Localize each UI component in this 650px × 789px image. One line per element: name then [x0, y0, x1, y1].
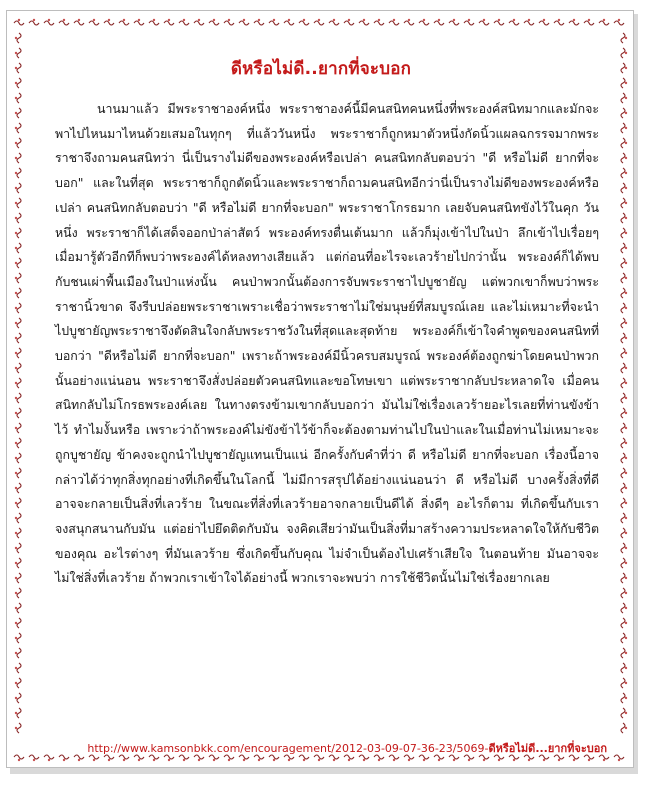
border-leaf-ornament [494, 19, 504, 25]
border-leaf-ornament [434, 19, 444, 25]
border-leaf-ornament [15, 468, 21, 478]
border-leaf-ornament [621, 603, 627, 613]
border-leaf-ornament [359, 19, 369, 25]
border-leaf-ornament [344, 19, 354, 25]
border-leaf-ornament [621, 693, 627, 703]
border-leaf-ornament [621, 393, 627, 403]
border-leaf-ornament [621, 183, 627, 193]
border-leaf-ornament [209, 19, 219, 25]
article-body [55, 97, 599, 591]
border-leaf-ornament [614, 755, 624, 761]
border-leaf-ornament [15, 558, 21, 568]
border-leaf-ornament [621, 153, 627, 163]
border-leaf-ornament [621, 723, 627, 733]
border-leaf-ornament [621, 678, 627, 688]
border-leaf-ornament [621, 213, 627, 223]
border-leaf-ornament [621, 378, 627, 388]
border-leaf-ornament [15, 183, 21, 193]
border-leaf-ornament [15, 333, 21, 343]
border-leaf-ornament [15, 93, 21, 103]
border-leaf-ornament [621, 498, 627, 508]
page-title: ดีหรือไม่ดี..ยากที่จะบอก [230, 59, 412, 79]
border-leaf-ornament [15, 33, 21, 43]
border-leaf-ornament [15, 543, 21, 553]
border-leaf-ornament [621, 423, 627, 433]
border-leaf-ornament [29, 19, 39, 25]
border-leaf-ornament [15, 363, 21, 373]
border-leaf-ornament [621, 108, 627, 118]
document-page [6, 10, 634, 768]
border-leaf-ornament [15, 708, 21, 718]
border-leaf-ornament [329, 19, 339, 25]
border-leaf-ornament [621, 408, 627, 418]
border-leaf-ornament [621, 663, 627, 673]
border-leaf-ornament [74, 755, 84, 761]
border-leaf-ornament [621, 243, 627, 253]
border-leaf-ornament [15, 453, 21, 463]
border-leaf-ornament [374, 19, 384, 25]
border-leaf-ornament [621, 303, 627, 313]
border-leaf-ornament [404, 19, 414, 25]
border-leaf-ornament [15, 303, 21, 313]
border-leaf-ornament [15, 393, 21, 403]
border-leaf-ornament [15, 198, 21, 208]
border-leaf-ornament [614, 19, 624, 25]
border-leaf-ornament [621, 588, 627, 598]
article-text: นานมาแล้ว มีพระราชาองค์หนึ่ง พระราชาองค์นี้มีคนสนิทคนหนึ่งที่พระองค์สนิทมากและมักจะพาไปไหนมาไหนด้วยเสมอในทุกๆ ที่แล้ววันหนึ่ง พระราชาก็ถูกหมาตัวหนึ่งกัดนิ้วแผลฉกรรจมากพระราชาจึงถามคนสนิทว่า นี่เป็นรางไม่ดีของพระองค์หรือเปล่า คนสนิทกลับตอบว่า "ดี หรือไม่ดี ยากที่จะบอก" และในที่สุด พระราชาก็ถูกตัดนิ้วและพระราชาก็ถามคนสนิทอีกว่านี่เป็นรางไม่ดีของพระองค์หรือเปล่า คนสนิทกลับตอบว่า "ดี หรือไม่ดี ยากที่จะบอก" พระราชาโกรธมาก เลยจับคนสนิทขังไว้ในคุก วันหนึ่ง พระราชาก็ได้เสด็จออกป่าล่าสัตว์ พระองค์ทรงตื่นเต้นมาก แล้วก็มุ่งเข้าไปในป่า ลึกเข้าไปเรื่อยๆ เมื่อมารู้ตัวอีกทีก็พบว่าพระองค์ได้หลงทางเสียแล้ว แต่ก่อนที่อะไรจะเลวร้ายไปกว่านั้น พระองค์ก็ได้พบกับชนเผ่าพื้นเมืองในป่าแห่งนั้น คนป่าพวกนั้นต้องการจับพระราชาไปบูชายัญ แต่พวกเขาก็พบว่าพระราชานิ้วขาด จึงรีบปล่อยพระราชาเพราะเชื่อว่าพระราชาไม่ใช่มนุษย์ที่สมบูรณ์เลย และไม่เหมาะที่จะนำไปบูชายัญพระราชาจึงตัดสินใจกลับพระราชวังในที่สุดและสุดท้าย พระองค์ก็เข้าใจคำพูดของคนสนิทที่บอกว่า "ดีหรือไม่ดี ยากที่จะบอก" เพราะถ้าพระองค์มีนิ้วครบสมบูรณ์ พระองค์ต้องถูกฆ่าโดยคนป่าพวกนั้นอย่างแน่นอน พระราชาจึงสั่งปล่อยตัวคนสนิทและขอโทษเขา แต่พระราชากลับประหลาดใจ เมื่อคนสนิทกลับไม่โกรธพระองค์เลย ในทางตรงข้ามเขากลับบอกว่า มันไม่ใช่เรื่องเลวร้ายอะไรเลยที่ท่านขังข้าไว้ ทำไมงั้นหรือ เพราะว่าถ้าพระองค์ไม่ขังข้าไว้ข้าก็จะต้องตามท่านไปในป่าและในเมื่อท่านไม่เหมาะจะถูกบูชายัญ ข้าคงจะถูกนำไปบูชายัญแทนเป็นแน่ อีกครั้งกับคำที่ว่า ดี หรือไม่ดี ยากที่จะบอก เรื่องนี้อาจกล่าวได้ว่าทุกสิ่งทุกอย่างที่เกิดขึ้นในโลกนี้ ไม่มีการสรุปได้อย่างแน่นอนว่า ดี หรือไม่ดี บางครั้งสิ่งที่ดี อาจจะกลายเป็นสิ่งที่เลวร้าย ในขณะที่สิ่งที่เลวร้ายอาจกลายเป็นดีได้ สิ่งดีๆ อะไรก็ตาม ที่เกิดขึ้นกับเราจงสนุกสนานกับมัน แต่อย่าไปยึดติดกับมัน จงคิดเสียว่ามันเป็นสิ่งที่มาสร้างความประหลาดใจให้กับชีวิตของคุณ อะไรต่างๆ ที่มันเลวร้าย ซึ่งเกิดขึ้นกับคุณ ไม่จำเป็นต้องไปเศร้าเสียใจ ในตอนท้าย มันอาจจะไม่ใช่สิ่งที่เลวร้าย ถ้าพวกเราเข้าใจได้อย่างนี้ พวกเราจะพบว่า การใช้ชีวิตนั้นไม่ใช่เรื่องยากเลย [55, 101, 599, 586]
border-leaf-ornament [15, 273, 21, 283]
border-leaf-ornament [104, 19, 114, 25]
border-leaf-ornament [621, 348, 627, 358]
border-leaf-ornament [224, 19, 234, 25]
border-leaf-ornament [314, 19, 324, 25]
border-leaf-ornament [15, 573, 21, 583]
border-leaf-ornament [15, 513, 21, 523]
border-leaf-ornament [15, 108, 21, 118]
border-leaf-ornament [15, 498, 21, 508]
border-leaf-ornament [584, 19, 594, 25]
source-url-link[interactable]: http://www.kamsonbkk.com/encouragement/2012-03-09-07-36-23/5069- [87, 742, 489, 755]
border-leaf-ornament [621, 273, 627, 283]
border-leaf-ornament [621, 453, 627, 463]
border-leaf-ornament [621, 258, 627, 268]
border-leaf-ornament [15, 648, 21, 658]
border-leaf-ornament [15, 693, 21, 703]
source-title-link[interactable]: ดีหรือไม่ดี...ยากที่จะบอก [488, 742, 607, 755]
border-leaf-ornament [621, 573, 627, 583]
border-leaf-ornament [59, 755, 69, 761]
border-leaf-ornament [621, 483, 627, 493]
border-leaf-ornament [621, 558, 627, 568]
border-leaf-ornament [621, 633, 627, 643]
border-leaf-ornament [254, 19, 264, 25]
border-leaf-ornament [569, 19, 579, 25]
border-leaf-ornament [14, 19, 24, 25]
border-leaf-ornament [621, 123, 627, 133]
border-leaf-ornament [15, 138, 21, 148]
border-leaf-ornament [621, 648, 627, 658]
border-leaf-ornament [15, 438, 21, 448]
border-leaf-ornament [621, 138, 627, 148]
border-leaf-ornament [149, 19, 159, 25]
border-leaf-ornament [621, 618, 627, 628]
border-leaf-ornament [44, 755, 54, 761]
border-leaf-ornament [44, 19, 54, 25]
border-leaf-ornament [524, 19, 534, 25]
border-leaf-ornament [15, 678, 21, 688]
border-leaf-ornament [621, 318, 627, 328]
border-leaf-ornament [15, 378, 21, 388]
border-leaf-ornament [15, 633, 21, 643]
border-leaf-ornament [15, 288, 21, 298]
border-leaf-ornament [15, 423, 21, 433]
border-leaf-ornament [621, 93, 627, 103]
border-leaf-ornament [621, 168, 627, 178]
border-leaf-ornament [449, 19, 459, 25]
border-leaf-ornament [194, 19, 204, 25]
border-leaf-ornament [164, 19, 174, 25]
border-leaf-ornament [15, 228, 21, 238]
border-leaf-ornament [15, 408, 21, 418]
border-leaf-ornament [15, 318, 21, 328]
border-leaf-ornament [464, 19, 474, 25]
border-leaf-ornament [89, 19, 99, 25]
border-leaf-ornament [621, 513, 627, 523]
border-leaf-ornament [15, 663, 21, 673]
border-leaf-ornament [15, 213, 21, 223]
border-leaf-ornament [284, 19, 294, 25]
border-leaf-ornament [15, 603, 21, 613]
border-leaf-ornament [134, 19, 144, 25]
border-leaf-ornament [15, 123, 21, 133]
border-leaf-ornament [299, 19, 309, 25]
border-leaf-ornament [269, 19, 279, 25]
border-leaf-ornament [509, 19, 519, 25]
border-leaf-ornament [74, 19, 84, 25]
border-leaf-ornament [621, 708, 627, 718]
border-leaf-ornament [554, 19, 564, 25]
border-leaf-ornament [539, 19, 549, 25]
border-leaf-ornament [15, 153, 21, 163]
border-leaf-ornament [621, 528, 627, 538]
border-leaf-ornament [15, 168, 21, 178]
border-leaf-ornament [59, 19, 69, 25]
border-leaf-ornament [239, 19, 249, 25]
border-leaf-ornament [15, 618, 21, 628]
border-leaf-ornament [15, 348, 21, 358]
border-leaf-ornament [15, 243, 21, 253]
source-line [87, 739, 607, 757]
border-leaf-ornament [621, 288, 627, 298]
border-leaf-ornament [29, 755, 39, 761]
border-leaf-ornament [15, 483, 21, 493]
border-leaf-ornament [15, 723, 21, 733]
border-leaf-ornament [621, 438, 627, 448]
border-leaf-ornament [14, 755, 24, 761]
border-leaf-ornament [479, 19, 489, 25]
border-leaf-ornament [621, 333, 627, 343]
border-leaf-ornament [419, 19, 429, 25]
border-leaf-ornament [621, 543, 627, 553]
border-leaf-ornament [15, 588, 21, 598]
border-leaf-ornament [621, 363, 627, 373]
border-leaf-ornament [621, 33, 627, 43]
border-leaf-ornament [179, 19, 189, 25]
border-leaf-ornament [15, 528, 21, 538]
border-leaf-ornament [621, 468, 627, 478]
border-leaf-ornament [389, 19, 399, 25]
border-leaf-ornament [621, 228, 627, 238]
border-leaf-ornament [621, 198, 627, 208]
border-leaf-ornament [599, 19, 609, 25]
border-leaf-ornament [15, 258, 21, 268]
border-leaf-ornament [119, 19, 129, 25]
